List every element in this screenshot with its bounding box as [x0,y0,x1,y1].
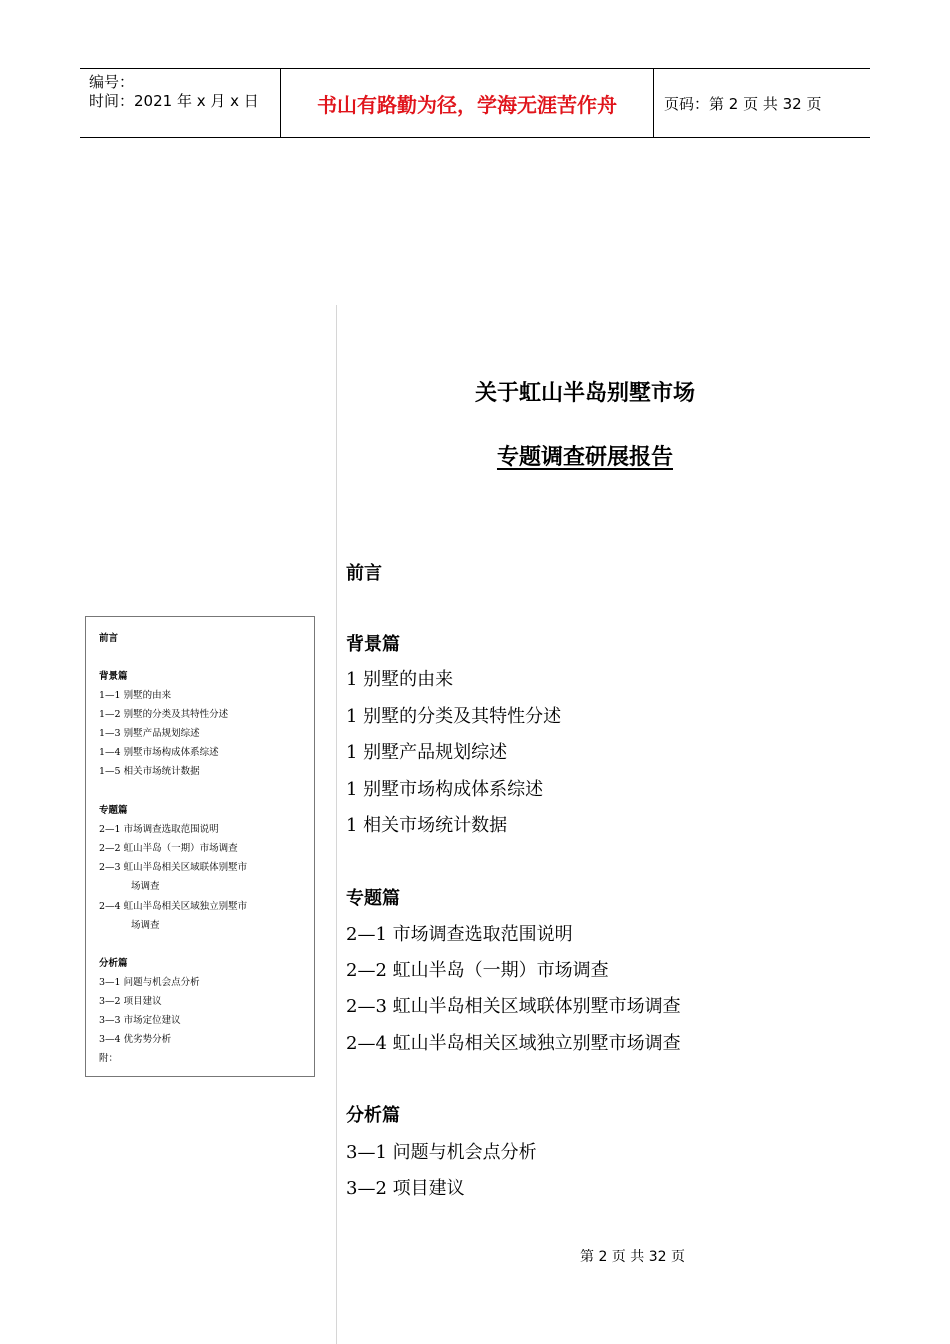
sidebar-toc-item-continued: 场调查 [131,920,160,931]
toc-item: 1 别墅市场构成体系综述 [346,779,544,800]
sidebar-toc-item: 2—4 虹山半岛相关区域独立别墅市 [99,901,248,912]
sidebar-toc-item: 3—3 市场定位建议 [99,1015,181,1026]
toc-item: 2—4 虹山半岛相关区域独立别墅市场调查 [346,1033,681,1054]
toc-background-heading: 背景篇 [346,634,400,655]
sidebar-toc-preface: 前言 [99,633,119,644]
sidebar-toc-item: 3—1 问题与机会点分析 [99,977,200,988]
toc-item: 3—1 问题与机会点分析 [346,1142,537,1163]
page-header [80,68,870,138]
toc-item: 3—2 项目建议 [346,1178,465,1199]
sidebar-toc-item: 1—5 相关市场统计数据 [99,766,200,777]
toc-item: 2—3 虹山半岛相关区域联体别墅市场调查 [346,996,681,1017]
sidebar-toc-special-heading: 专题篇 [99,805,128,816]
toc-item: 2—1 市场调查选取范围说明 [346,924,573,945]
time-label: 时间：2021 年 x 月 x 日 [89,92,259,110]
toc-preface: 前言 [346,563,382,584]
sidebar-toc-background-heading: 背景篇 [99,671,128,682]
report-title-line2-text: 专题调查研展报告 [496,444,673,470]
report-title-line1: 关于虹山半岛别墅市场 [474,380,695,406]
sidebar-toc-item: 3—4 优劣势分析 [99,1034,172,1045]
sidebar-toc-appendix: 附： [99,1053,119,1064]
toc-item: 2—2 虹山半岛（一期）市场调查 [346,960,609,981]
toc-analysis-heading: 分析篇 [346,1105,400,1126]
toc-item: 1 别墅产品规划综述 [346,742,508,763]
sidebar-toc-item: 1—3 别墅产品规划综述 [99,728,200,739]
toc-item: 1 别墅的由来 [346,669,454,690]
toc-item: 1 别墅的分类及其特性分述 [346,706,562,727]
sidebar-toc-item: 2—1 市场调查选取范围说明 [99,824,219,835]
report-title-line2 [430,440,740,471]
header-meta [80,69,281,137]
sidebar-toc-box [85,616,315,1077]
toc-special-heading: 专题篇 [346,888,400,909]
page-footer: 第 2 页 共 32 页 [580,1249,685,1265]
column-divider [336,305,337,1344]
sidebar-toc-item: 2—3 虹山半岛相关区域联体别墅市 [99,862,248,873]
sidebar-toc-item: 2—2 虹山半岛（一期）市场调查 [99,843,238,854]
sidebar-toc-item: 1—1 别墅的由来 [99,690,172,701]
sidebar-toc-item: 1—4 别墅市场构成体系综述 [99,747,219,758]
sidebar-toc-analysis-heading: 分析篇 [99,958,128,969]
sidebar-toc-item-continued: 场调查 [131,881,160,892]
sidebar-toc-item: 3—2 项目建议 [99,996,162,1007]
toc-item: 1 相关市场统计数据 [346,815,508,836]
number-label: 编号： [89,73,135,91]
header-motto: 书山有路勤为径，学海无涯苦作舟 [281,69,654,137]
header-page-info: 页码：第 2 页 共 32 页 [664,94,822,113]
sidebar-toc-item: 1—2 别墅的分类及其特性分述 [99,709,229,720]
